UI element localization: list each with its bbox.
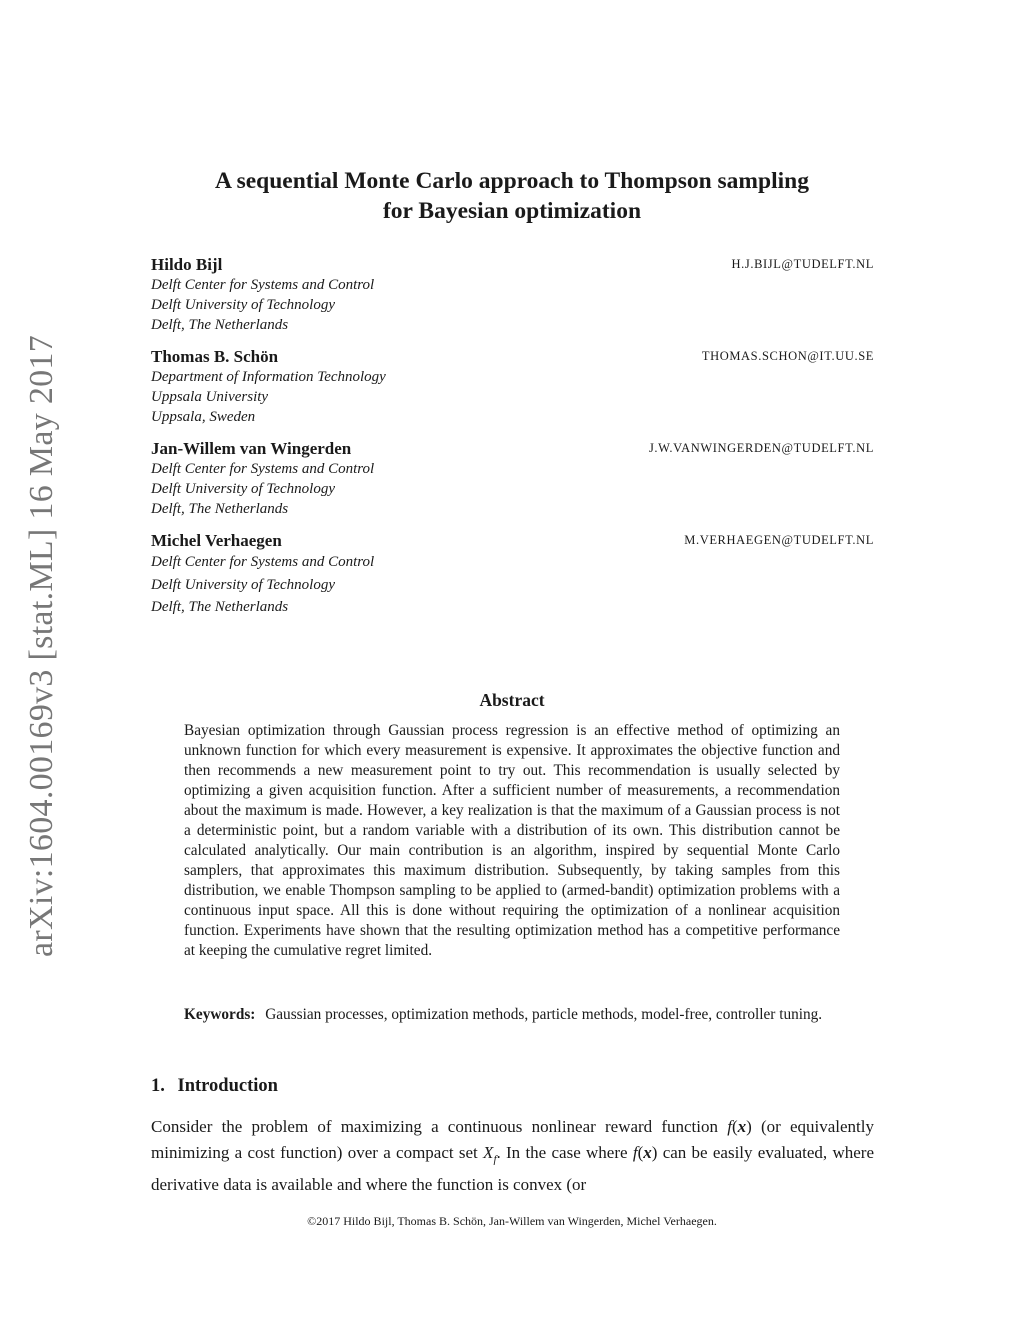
- author-affiliation-line: Delft, The Netherlands: [151, 317, 289, 333]
- paper-title-line-2: for Bayesian optimization: [382, 198, 642, 224]
- author-affiliation-line: Uppsala, Sweden: [151, 409, 256, 425]
- keywords-label: Keywords:: [184, 1006, 256, 1023]
- section-title: Introduction: [177, 1076, 278, 1096]
- author-affiliation-line: Uppsala University: [151, 389, 269, 405]
- math-x: x: [737, 1117, 747, 1136]
- author-affiliation-line: Delft University of Technology: [151, 481, 335, 497]
- intro-text: can be easily evaluated, where derivative data is available and where the function is convex (or: [151, 1143, 874, 1195]
- author-email: J.W.VANWINGERDEN@TUDELFT.NL: [648, 441, 874, 455]
- intro-paragraph: [151, 1114, 874, 1198]
- author-email: H.J.BIJL@TUDELFT.NL: [731, 257, 874, 271]
- intro-text: (or equivalently minimizing a cost function) over a compact set: [151, 1117, 874, 1162]
- math-x: x: [643, 1143, 652, 1162]
- author-name: Hildo Bijl: [151, 255, 223, 274]
- author-affiliation-line: Delft, The Netherlands: [151, 501, 289, 517]
- abstract-heading: Abstract: [479, 690, 545, 710]
- author-affiliation-line: Delft Center for Systems and Control: [151, 461, 375, 477]
- intro-text: Consider the problem of maximizing a continuous nonlinear reward function: [151, 1117, 728, 1136]
- math-set-x: X: [483, 1143, 494, 1162]
- section-heading: [151, 1076, 278, 1097]
- math-subscript: f: [493, 1153, 497, 1166]
- author-name: Jan-Willem van Wingerden: [151, 439, 352, 458]
- copyright-footnote: ©2017 Hildo Bijl, Thomas B. Schön, Jan-Willem van Wingerden, Michel Verhaegen.: [307, 1214, 717, 1228]
- author-affiliation-line: Delft, The Netherlands: [151, 599, 289, 615]
- author-entry: [151, 439, 874, 519]
- math-paren: ): [651, 1143, 658, 1162]
- abstract-text: Bayesian optimization through Gaussian process regression is an effective method of optimizing an unknown function for which every measurement is expensive. It approximates the objective function and then recommends a new measurement point to try out. This recommendation is usually selected by optimizing a given acquisition function. After a sufficient number of measurements, a recommendation about the maximum is made. However, a key realization is that the maximum of a Gaussian process is not a deterministic point, but a random variable with a distribution of its own. This distribution cannot be calculated analytically. Our main contribution is an algorithm, inspired by sequential Monte Carlo samplers, that approximates this maximum distribution. Subsequently, by taking samples from this distribution, we enable Thompson sampling to be applied to (armed-bandit) optimization problems with a continuous input space. All this is done without requiring the optimization of a nonlinear acquisition function. Experiments have shown that the resulting optimization method has a competitive performance at keeping the cumulative regret limited.: [184, 722, 840, 959]
- paper-title-line-1: A sequential Monte Carlo approach to Thompson sampling: [215, 168, 809, 194]
- author-entry: [151, 531, 874, 619]
- keywords: [184, 1005, 840, 1025]
- author-email: M.VERHAEGEN@TUDELFT.NL: [684, 533, 874, 547]
- intro-text: . In the case where: [496, 1143, 633, 1162]
- arxiv-identifier: arXiv:1604.00169v3 [stat.ML] 16 May 2017: [23, 334, 60, 958]
- math-f: f: [727, 1117, 732, 1136]
- paper-title: [100, 166, 924, 226]
- author-entry: [151, 255, 874, 335]
- math-f: f: [632, 1143, 638, 1162]
- keywords-text: Gaussian processes, optimization methods, particle methods, model-free, controller tuning.: [265, 1006, 823, 1023]
- section-number: 1.: [151, 1076, 165, 1096]
- author-entry: [151, 347, 874, 427]
- math-paren: (: [731, 1117, 738, 1136]
- author-affiliation-line: Delft University of Technology: [151, 297, 335, 313]
- author-block: [151, 255, 874, 631]
- author-name: Thomas B. Schön: [151, 347, 279, 366]
- math-paren: ): [746, 1117, 752, 1136]
- author-affiliation-line: Department of Information Technology: [151, 369, 386, 385]
- author-affiliation-line: Delft Center for Systems and Control: [151, 554, 375, 570]
- author-affiliation-line: Delft University of Technology: [151, 576, 335, 593]
- math-paren: (: [637, 1143, 644, 1162]
- author-name: Michel Verhaegen: [151, 531, 282, 550]
- author-email: THOMAS.SCHON@IT.UU.SE: [701, 349, 874, 363]
- author-affiliation-line: Delft Center for Systems and Control: [151, 277, 375, 293]
